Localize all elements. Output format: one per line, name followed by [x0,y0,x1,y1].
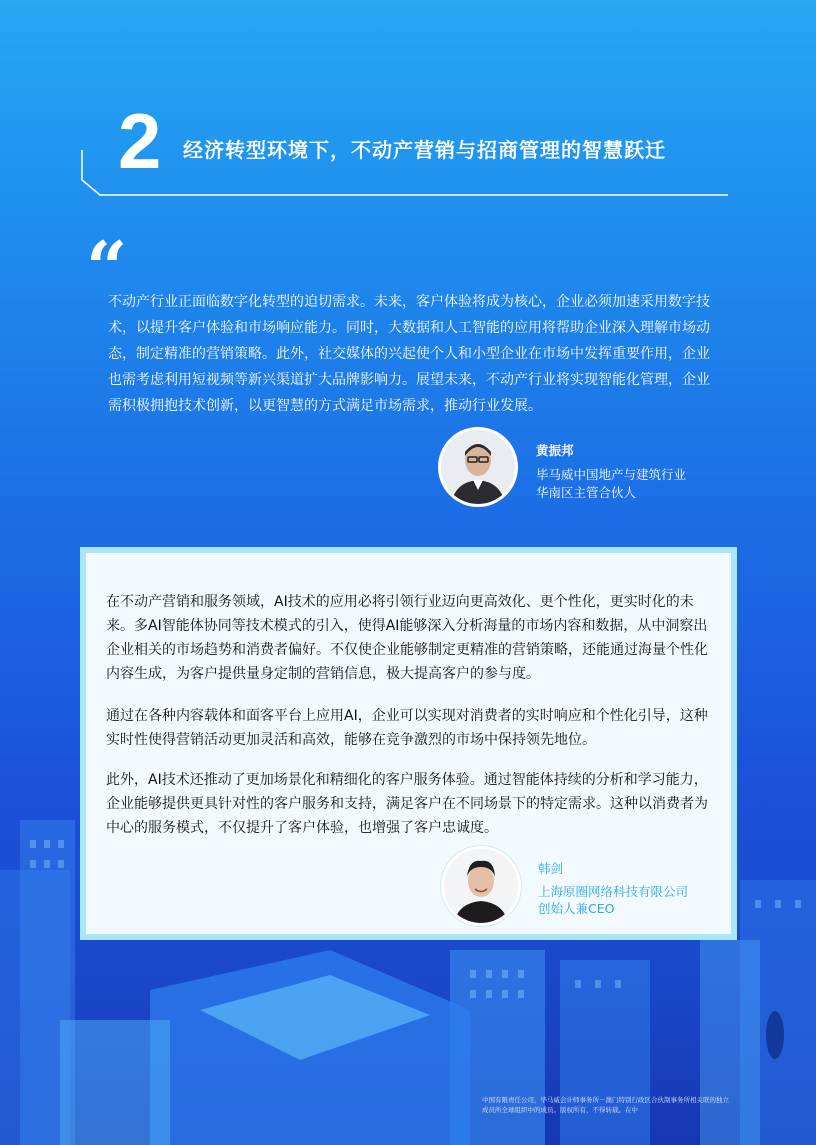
speaker-signature [536,442,686,502]
speaker-signature [538,860,688,917]
quote-box-paragraph: 在不动产营销和服务领域，AI技术的应用必将引领行业迈向更高效化、更个性化，更实时化的未来。多AI智能体协同等技术模式的引入，使得AI能够深入分析海量的市场内容和数据，从中洞察出企业相关的市场趋势和消费者偏好。不仅使企业能够制定更精准的营销策略，还能通过海量个性化内容生成，为客户提供量身定制的营销信息，极大提高客户的参与度。 [106,594,708,682]
quote-box-paragraph: 此外，AI技术还推动了更加场景化和精细化的客户服务体验。通过智能体持续的分析和学习能力，企业能够提供更具针对性的客户服务和支持，满足客户在不同场景下的特定需求。这种以消费者为中心的服务模式，不仅提升了客户体验，也增强了客户忠诚度。 [106,772,708,836]
section-title-divider [78,150,738,200]
footer-copyright: 中国有限责任公司，毕马威会计师事务所－澳门特别行政区合伙制事务所相关联的独立成员所全球组织中的成员。版权所有，不得转载。在中 [482,1096,729,1114]
speaker-organization: 毕马威中国地产与建筑行业 [536,467,687,482]
speaker-organization: 上海原圈网络科技有限公司 [538,884,689,899]
quote-mark-icon: “ [86,225,128,310]
speaker-avatar [438,427,518,507]
speaker-name: 韩剑 [538,861,564,876]
section-number: 2 [118,97,162,185]
speaker-role: 创始人兼CEO [538,901,615,916]
speaker-avatar [441,846,521,926]
speaker-role: 华南区主管合伙人 [536,485,637,500]
section-title: 经济转型环境下，不动产营销与招商管理的智慧跃迁 [183,138,666,162]
speaker-name: 黄振邦 [536,443,574,458]
quote-box-paragraph: 通过在各种内容载体和面客平台上应用AI，企业可以实现对消费者的实时响应和个性化引导，这种实时性使得营销活动更加灵活和高效，能够在竞争激烈的市场中保持领先地位。 [106,708,708,748]
quote-text: 不动产行业正面临数字化转型的迫切需求。未来，客户体验将成为核心，企业必须加速采用数字技术，以提升客户体验和市场响应能力。同时，大数据和人工智能的应用将帮助企业深入理解市场动态，制定精准的营销策略。此外，社交媒体的兴起使个人和小型企业在市场中发挥重要作用，企业也需考虑利用短视频等新兴渠道扩大品牌影响力。展望未来，不动产行业将实现智能化管理，企业需积极拥抱技术创新，以更智慧的方式满足市场需求，推动行业发展。 [108,294,710,414]
